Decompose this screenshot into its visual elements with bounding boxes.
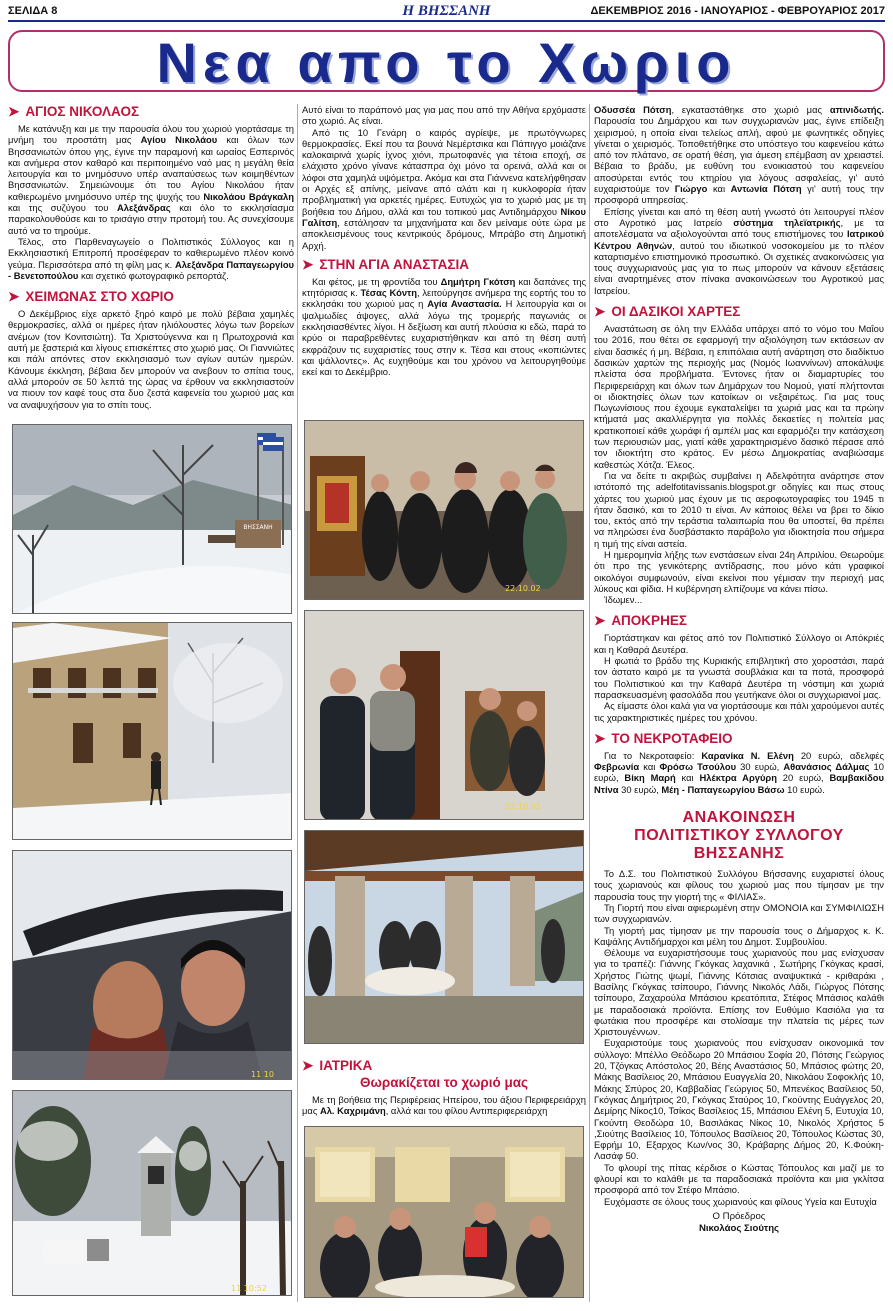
section-title-anastasia: ➤ ΣΤΗΝ ΑΓΙΑ ΑΝΑΣΤΑΣΙΑ <box>302 256 469 272</box>
section-subtitle-iatrika: Θωρακίζεται το χωριό μας <box>359 1075 529 1090</box>
article-agios: Με κατάνυξη και με την παρουσία όλου του χωριού γιορτάσαμε τη μνήμη του προστάτη μας Αγίου Νικολάου και όλων των Βησσανιωτών όπου γης, έγινε την παραμονή και ωραίος Εσπερινός και ανήμερα στον καθαρό και περιποιημένο ναό μας η μεγάλη θεία λειτουργία και το μνημόσυνο υπέρ αναπαύσεως των κοιμηθέντων Βησσανιωτών. Σημειώνουμε ότι του Αγίου Νικολάου ήταν καθιερωμένο μνημόσυνο υπέρ της ψυχής του Νικολάου Βράγκαλη και της συζύγου του Αλεξάνδρας και όλο το εκκλησίασμα παρακολουθούσε και το τρισάγιο στην προτομή του. Ας συνεχίσουμε αυτό να το τηρούμε. Τέλος, στο Παρθεναγωγείο ο Πολιτιστικός Σύλλογος και η Εκκλησιαστική Επιτροπή προσέφεραν το καθιερωμένο πλέον κοινό γεύμα. Περισσότερα από τη φίλη μας κ. Αλεξάνδρα Παπαγεωργίου - Βενετοπούλου και σχετικό φωτογραφικό ρεπορτάζ. <box>8 123 295 281</box>
section-title-winter: ➤ ΧΕΙΜΩΝΑΣ ΣΤΟ ΧΩΡΙΟ <box>8 289 174 305</box>
article-anastasia: Και φέτος, με τη φροντίδα του Δημήτρη Γκότση και δαπάνες της κτητόρισας κ. Τέσας Κόντη, λειτούργησε ανήμερα της εορτής του το εκκλησάκι του χωριού μας η Αγία Αναστασία. Η λειτουργία και οι ψαλμωδίες άψογες, αλλά λόγω της τρομερής παγωνιάς οι εκκλησιασθέντες λίγοι. Η δεξίωση και αυτή πλούσια κι εδώ, παρά το κρύο οι παραβρεθέντες ευχαριστήθηκαν και από τη θέση αυτή εκφράζουν τις ευχαριστίες τους στην κ. Τέσα και στους «κοπιώντες και ψάλλοντες». Ας ευχηθούμε και του χρόνου να λειτουργηθούμε εκεί και το Δεκέμβριο. <box>302 275 587 378</box>
arrow-icon: ➤ <box>8 104 20 119</box>
article-announcement: Το Δ.Σ. του Πολιτιστικού Συλλόγου Βήσσανης ευχαριστεί όλους τους χωριανούς και φίλους του χωριού μας που τίμησαν με την παρουσία τους την γιορτή της « ΦΙΛΙΑΣ». Τη Γιορτή που είναι αφιερωμένη στην ΟΜΟΝΟΙΑ και ΣΥΜΦΙΛΙΩΣΗ των συγχωριανών. Τη γιορτή μας τίμησαν με την παρουσία τους ο Δήμαρχος κ. Κ. Καψάλης Αντιδήμαρχοι και μέλη του Δημοτ. Συμβουλίου. Θέλουμε να ευχαριστήσουμε τους χωριανούς που μας ενίσχυσαν για το τραπέζι: Γιάννης Γκόγκας λαχανικά , Σωτήρης Γκόγκας κρασί, Χρήστος Γιώτης ψωμί, Γιάννης Κότσιας αναψυκτικά - κριθαράκι , Βασίλης Γκόγκας τσίπουρο, Γιάννης Νικολός Λάδι, Γιώργος Πότσης τσίπουρο, Ζαχαρούλα Μπάσιου κρεατόπιτα, Στέφος Μπάσιος καλάθι με παραδοσιακά προϊόντα. Επίσης τον Ευθύμιο Κασιόλα για τα φωτάκια που προσφέρε και στολίσαμε την πλατεία τις μέρες των Χριστουγέννων. Ευχαριστούμε τους χωριανούς που ενίσχυσαν οικονομικά τον σύλλογο: Μπέλλο Θεόδωρο 20 Μπάσιου Σοφία 20, Πότσης Γεώργιος 20, Τζόγκας Απόστολος 20, Βέης Αναστάσιος 50, Μπάσιος φώτης 20, Μάκης Βασίλειος 20, Μπάσιου Ευαγγελία 20, Νικολάου Σοφοκλής 10, Μάκης Σπύρος 20, Καββαδίας Γεώργιος 50, Μπενέκος Βασίλειος 50, Γκόγκας Δημήτριος 20, Γκόγκας Σταύρος 10, Γκούντης Ευάγγελος 20, Δεμίρης Νίκος10, Τσίκος Βασίλειος 15, Μπάσιου Ελένη 5, Ευτυχία 10, Γκούντη Θεοδώρα 10, Βασιλάκας Νίκος 10, Νικολός Χρήστος 5 ,Σιούτης Βασίλειος 10, Τόπουλος Βασίλειος 20, Τόπουλος Κώστας 30, Εφρήμ 10, Εξαρχος Κων/νος 30, Κράβαρης Δήμος 20, Κ.Φούκη-Λασάφ 50. Το φλουρί της πίτας κέρδισε ο Κώστας Τόπουλος και μαζί με το φλουρί και το καλάθι με τα παραδοσιακά προϊόντα και μια γκλίτσα προσφορά από τον Στέφο Μπάσιο. Ευχόμαστε σε όλους τους χωριανούς και φίλους Υγεία και Ευτυχία <box>594 868 884 1207</box>
arrow-icon: ➤ <box>302 1058 314 1073</box>
article-nekrotafeio: Για το Νεκροταφείο: Καρανίκα Ν. Ελένη 20 ευρώ, αδελφές Φεβρωνία και Φρόσω Τσούλου 30 ευρώ, Αθανάσιος Δάλμας 10 ευρώ, Βίκη Μαρή και Ηλέκτρα Αργύρη 20 ευρώ, Βαμβακίδου Ντίνα 30 ευρώ, Μέη - Παπαγεωργίου Βάσω 10 ευρώ. <box>594 749 884 795</box>
page-number: ΣΕΛΙΔΑ 8 <box>8 5 58 17</box>
article-iatrika-cont: Οδυσσέα Πότση, εγκαταστάθηκε στο χωριό μας απινιδωτής. Παρουσία του Δημάρχου και των συγχωριανών μας, έγινε επίδειξη χειρισμού, η οποία είναι τελείως απλή, αφού με φωνητικές οδηγίες γίνεται ο χειρισμός. Τοποθετήθηκε στο υπόστεγο του καφενείου κάτω από τον πλάτανο, σε ορατή θέση, για άμεση επέμβαση αν χρειαστεί. Βέβαια το βράδυ, με ευθύνη του ενοικιαστού του καφενείου αποσύρεται εντός του κτηρίου για λόγους ασφαλείας, γι' αυτό ευχαριστούμε τον Γιώργο και Αντωνία Πότση γι' αυτή τους την προσφορά υπηρεσίας. Επίσης γίνεται και από τη θέση αυτή γνωστό ότι λειτουργεί πλέον στο Αγροτικό μας Ιατρείο σύστημα τηλεϊατρικής, με τα αποτελέσματα να αξιολογούνται από τους επιστήμονες του Ιατρικού Κέντρου Αθηνών, αυτού του ιδιωτικού νοσοκομείου με το πλέον καταρτισμένο επιστημονικό προσωπικό. Οι σχετικές ανακοινώσεις για τους συγχωριανούς μας για το πως μπορούν να κάνουν εξετάσεις είναι αναρτημένες στον πίνακα ανακοινώσεων του Αγροτικού μας Ιατρείου. <box>594 104 884 296</box>
section-title-agios: ➤ ΑΓΙΟΣ ΝΙΚΟΛΑΟΣ <box>8 104 140 119</box>
photo-timestamp: 22.10.02 <box>505 584 541 593</box>
photo-chapel-women <box>304 420 584 600</box>
section-title-nekrotafeio: ➤ ΤΟ ΝΕΚΡΟΤΑΦΕΙΟ <box>594 730 733 746</box>
announcement-title-3: ΒΗΣΣΑΝΗΣ <box>693 845 785 863</box>
arrow-icon: ➤ <box>8 289 20 305</box>
photo-timestamp: 11 10 <box>251 1070 274 1079</box>
article-dasikoi: Αναστάτωση σε όλη την Ελλάδα υπάρχει από το νόμο του Μαΐου του 2016, που θέτει σε εφαρμογή την αξιολόγηση των εκτάσεων αν είναι δασικές ή μη. Βέβαια, η επιπόλαια αυτή ανάρτηση στο διαδίκτυο δασικών χαρτών της περιοχής μας (Νομός Ιωαννίνων) αποκάλυψε πλείστα όσα προβλήματα. Έντονες ήταν οι διαμαρτυρίες του Περιφερειάρχη και όλων των Δημάρχων του Νομού, γιατί πλήττονται οι ιδιοκτησίες όλων των κατοίκων οι νεξαιρέτως. Για μας τους Πωγωνίσιους που έχουμε εγκαταλείψει τα χωριά μας και τα πρώην κτήματά μας ακαλλιέργητα για πολλές δεκαετίες η πολιτεία μας κρατικοποιεί κάθε χωράφι ή αμπέλι μας και εφαρμόζει την κατάσχεση των περιουσιών μας, γιατί κάθε χαρακτηρισμένο δασικό πέρασε από τον ιδιοκτήτη στο κράτος. Εν μέσω Δημοκρατίας αναβιώσαμε καθεστώς Χότζα. Έλεος. Για να δείτε τι ακριβώς συμβαίνει η Αδελφότητα ανάρτησε στον ιστότοπό της adelfotitavissanis.blogspot.gr οδηγίες και πως στους χάρτες του χωριού μας έχουν με τις αεροφωτογραφίες του 1945 τι ήταν δασικό, και το 2010 τι είναι. Αν κάποιος θέλει να βρει το δίκιο του, εκτός από την τεράστια ταλαιπωρία που θα υποστεί, θα πρέπει να πληρώσει ένα δυσβάστακτο παράβολο για ιδιοκτησία που σήμερα η τιμή της είναι αστεία. Η ημερομηνία λήξης των ενστάσεων είναι 24η Απριλίου. Θεωρούμε ότι προ της γενικότερης αντίδρασης, που μόνο κάτι γραφικοί οικολόγοι συμφωνούν, είναι εκείνοι που γέμισαν την περιοχή μας λύκους και φίδια. Η κυβέρνηση ελπίζουμε να κάνει πίσω. Ίδωμεν... <box>594 323 884 606</box>
announcement-title-1: ΑΝΑΚΟΙΝΩΣΗ <box>682 809 796 827</box>
arrow-icon: ➤ <box>594 730 606 746</box>
section-title-iatrika: ➤ ΙΑΤΡΙΚΑ <box>302 1058 373 1073</box>
photo-snowy-square <box>12 424 292 614</box>
arrow-icon: ➤ <box>594 613 606 629</box>
section-title-dasikoi: ➤ ΟΙ ΔΑΣΙΚΟΙ ΧΑΡΤΕΣ <box>594 304 741 320</box>
announcement-title-2: ΠΟΛΙΤΙΣΤΙΚΟΥ ΣΥΛΛΟΓΟΥ <box>634 827 844 845</box>
section-title-apokries: ➤ ΑΠΟΚΡΗΕΣ <box>594 613 687 629</box>
page-header <box>8 4 885 22</box>
photo-telemedicine-demo <box>304 1126 584 1298</box>
article-iatrika: ➤ ΙΑΤΡΙΚΑ Θωρακίζεται το χωριό μας Με τη βοήθεια της Περιφέρειας Ηπείρου, του άξιου Περιφερειάρχη μας Αλ. Καχριμάνη, αλλά και του φίλου Αντιπεριφερειάρχη <box>302 1058 586 1117</box>
page-banner <box>8 30 885 92</box>
arrow-icon: ➤ <box>302 256 314 272</box>
column-left <box>8 104 294 410</box>
photo-snowy-street <box>12 622 292 840</box>
article-apokries: Γιορτάστηκαν και φέτος από τον Πολιτιστικό Σύλλογο οι Απόκριές και η Καθαρά Δευτέρα. Η φωτιά το βράδυ της Κυριακής επιβλητική στο χοροστάσι, παρά τον άστατο καιρό με τα γνωστά σουβλάκια και τα ποτά, προσφορά του Πολιτιστικού και την Καθαρά Δευτέρα τη νόστιμη και χωριά παρασκευασμένη φασολάδα που γευτήκανε όλοι οι συγχωριανοί μας. Ας είμαστε όλοι καλά για να γιορτάσουμε και πάλι χαρούμενοι αυτές τις χαρακτηριστικές ημέρες του χρόνου. <box>594 632 884 723</box>
article-winter-cont: Αυτό είναι το παράπονό μας για μας που από την Αθήνα ερχόμαστε στο χωριό. Ας είναι. Από τις 10 Γενάρη ο καιρός αγρίεψε, με πρωτόγνωρες θερμοκρασίες. Εκεί που τα βουνά Νεμέρτσικα και Πάπιγγο μοιάζανε καλοκαιρινά χωρίς ίχνος χιόνι, πρωτοφανές για τέτοια εποχή, σε ελάχιστο χρόνο γίνανε κάτασπρα όχι μόνο τα ορεινά, αλλά και οι λόφοι στα χαμηλά υψόμετρα. Ακόμα και στα Γιάννενα κατελήφθησαν οι Αρχές εξ απίνης, μείνανε από αλάτι και η κυκλοφορία ήταν προβληματική για αρκετές ημέρες. Ευτυχώς για το χωριό μας με τη βοήθεια του Δήμου, αλλά και του τοπικού μας Αντιδημάρχου Νίκου Γαλίτση, εστάλησαν τα μηχανήματα και δεν μείναμε ούτε ώρα με αποκλεισμένους τους κεντρικούς δρόμους, Μπράβο στη Δημοτική Αρχή. <box>302 104 586 251</box>
photo-cafe-canopy <box>304 830 584 1044</box>
banner-title: Νεα απο το Χωριο <box>156 31 737 94</box>
arrow-icon: ➤ <box>594 304 606 320</box>
photo-timestamp: 22.10.01 <box>505 802 541 811</box>
village-sign: ΒΗΣΣΑΝΗ <box>243 524 273 531</box>
photo-men-in-car <box>12 850 292 1080</box>
column-middle <box>302 104 586 378</box>
announcement-header <box>594 809 884 863</box>
column-divider <box>589 104 590 1302</box>
issue-date: ΔΕΚΕΜΒΡΙΟΣ 2016 - ΙΑΝΟΥΑΡΙΟΣ - ΦΕΒΡΟΥΑΡΙΟΣ 2017 <box>590 5 885 17</box>
column-right <box>594 104 884 1235</box>
signature-role: Ο Πρόεδρος <box>712 1210 766 1222</box>
newspaper-name: Η ΒΗΣΣΑΝΗ <box>402 3 491 19</box>
signature-name: Νικολάος Σιούτης <box>698 1222 780 1234</box>
photo-bell-tower <box>12 1090 292 1296</box>
column-divider <box>297 104 298 1302</box>
article-winter: Ο Δεκέμβριος είχε αρκετό ξηρό καιρό με πολύ βέβαια χαμηλές θερμοκρασίες, αλλά οι ημέρες ήταν ηλιόλουστες λόγω των βορείων ανέμων (τον Κονιτσιώτη). Τα Χριστούγεννα και η Πρωτοχρονιά και αυτή με ξαστεριά και λίγους επισκέπτες στο χωριό μας. Οι Γιαννιώτες και πάλι απόντες στον εκκλησιασμό των αγίων αυτών ημερών. Κάνουμε έκκληση, βέβαια δεν μπορούν να ανεβουν το σπίτια τους, αλλά μπορούν σε 50 λεπτά της ώρας να έρθουν να εκκλησιαστούν να πιουν τον καφέ τους στα δυο ζεστά καφενεία του χωριού μας και να αναψυχήσουν για το σπίτι τους. <box>8 308 294 410</box>
photo-timestamp: 11 10:52 <box>231 1284 267 1293</box>
signature-block <box>594 1211 884 1235</box>
photo-chapel-men <box>304 610 584 820</box>
